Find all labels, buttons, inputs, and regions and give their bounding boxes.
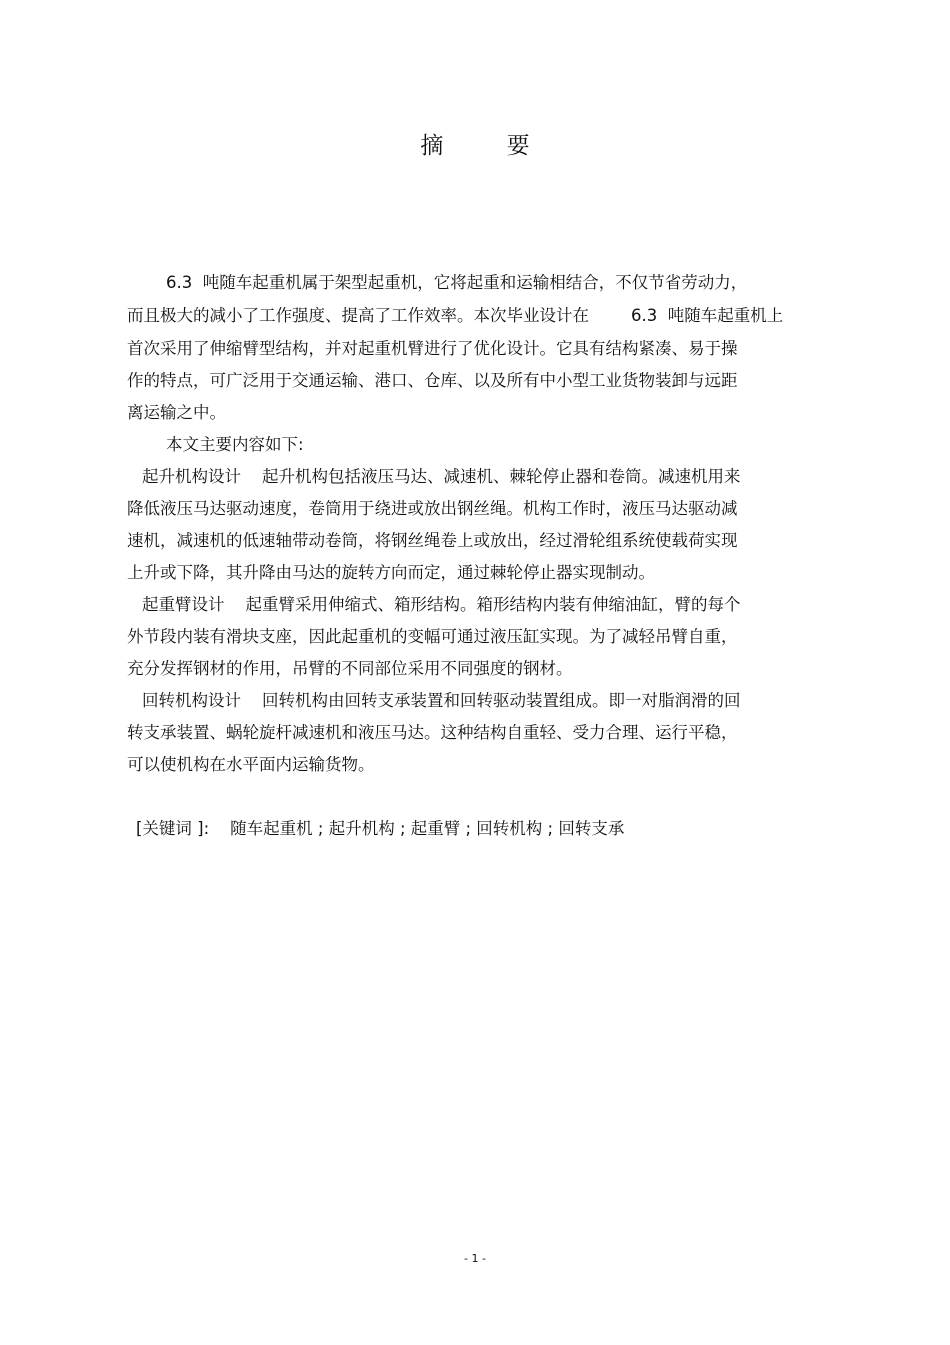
text-line: 可以使机构在水平面内运输货物。 — [127, 755, 375, 774]
text-line: 首次采用了伸缩臂型结构，并对起重机臂进行了优化设计。它具有结构紧凑、易于操 — [127, 339, 738, 358]
keywords-line: [关键词 ]: 随车起重机 ; 起升机构 ; 起重臂 ; 回转机构 ; 回转支承 — [136, 819, 625, 838]
page-number: - 1 - — [464, 1252, 486, 1265]
text-line: 起升机构设计 起升机构包括液压马达、减速机、棘轮停止器和卷筒。减速机用来 — [142, 467, 741, 486]
text-line: 回转机构设计 回转机构由回转支承装置和回转驱动装置组成。即一对脂润滑的回 — [142, 691, 741, 710]
text-line: 而且极大的减小了工作强度、提高了工作效率。本次毕业设计在 6.3 吨随车起重机上 — [127, 306, 784, 325]
text-line: 本文主要内容如下: — [166, 435, 304, 454]
text-line: 作的特点，可广泛用于交通运输、港口、仓库、以及所有中小型工业货物装卸与远距 — [127, 371, 738, 390]
text-line: 充分发挥钢材的作用，吊臂的不同部位采用不同强度的钢材。 — [127, 659, 573, 678]
abstract-title: 摘 要 — [420, 133, 558, 159]
text-line: 上升或下降，其升降由马达的旋转方向而定，通过棘轮停止器实现制动。 — [127, 563, 655, 582]
text-line: 起重臂设计 起重臂采用伸缩式、箱形结构。箱形结构内装有伸缩油缸，臂的每个 — [142, 595, 741, 614]
text-line: 离运输之中。 — [127, 403, 226, 422]
text-line: 速机，减速机的低速轴带动卷筒，将钢丝绳卷上或放出，经过滑轮组系统使载荷实现 — [127, 531, 738, 550]
text-line: 外节段内装有滑块支座，因此起重机的变幅可通过液压缸实现。为了减轻吊臂自重， — [127, 627, 738, 646]
text-line: 6.3 吨随车起重机属于架型起重机，它将起重和运输相结合，不仅节省劳动力， — [166, 273, 748, 292]
text-line: 降低液压马达驱动速度，卷筒用于绕进或放出钢丝绳。机构工作时，液压马达驱动减 — [127, 499, 738, 518]
text-line: 转支承装置、蜗轮旋杆减速机和液压马达。这种结构自重轻、受力合理、运行平稳， — [127, 723, 738, 742]
